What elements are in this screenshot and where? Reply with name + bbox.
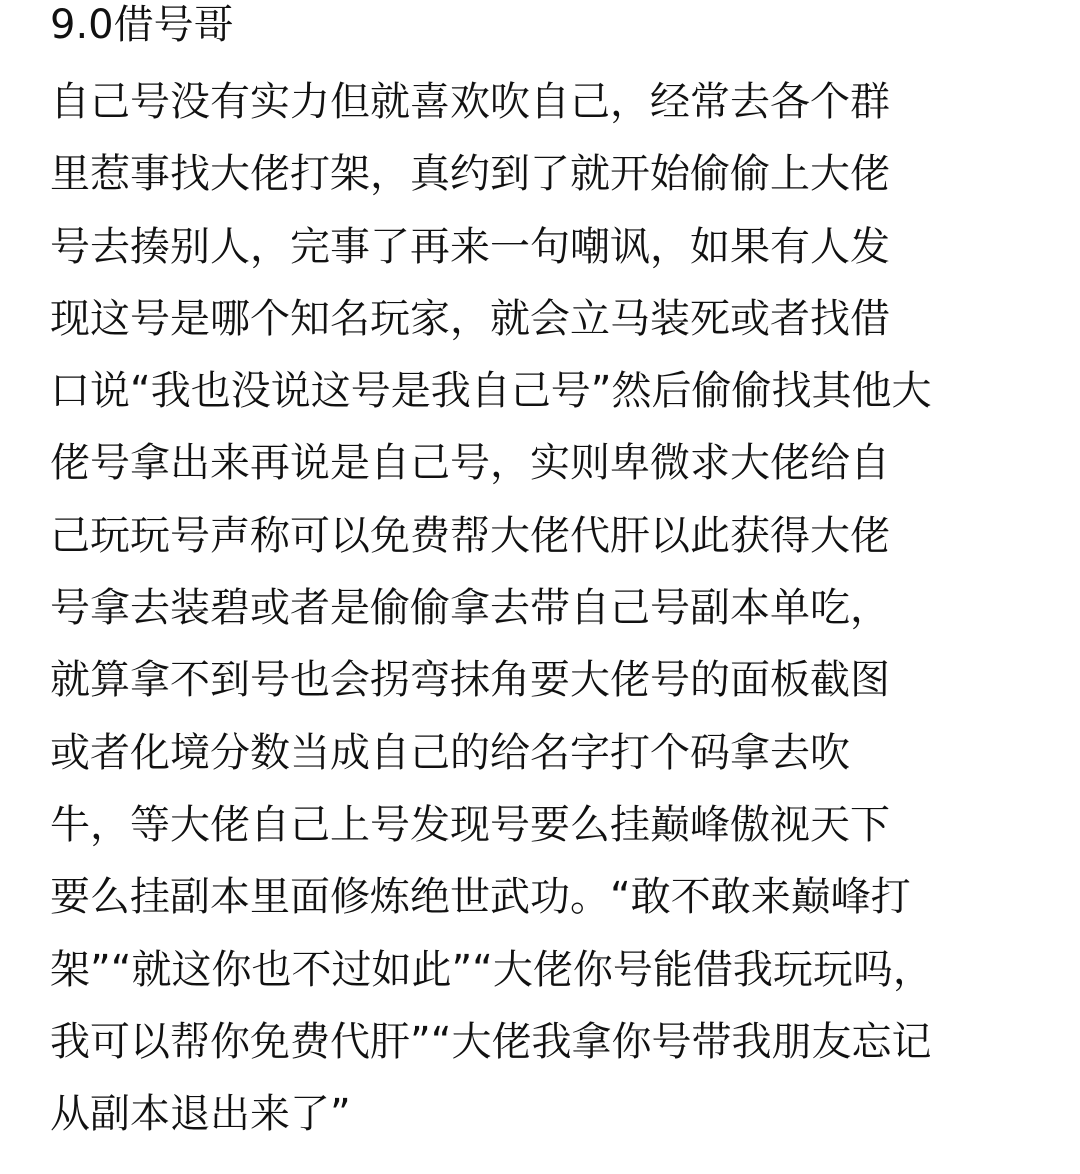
body-line: 要么挂副本里面修炼绝世武功。“敢不敢来巅峰打 — [50, 874, 911, 921]
body-line: 己玩玩号声称可以免费帮大佬代肝以此获得大佬 — [50, 512, 890, 559]
body-line: 里惹事找大佬打架，真约到了就开始偷偷上大佬 — [50, 151, 890, 198]
body-line: 架”“就这你也不过如此”“大佬你号能借我玩玩吗， — [50, 946, 933, 993]
body-line: 现这号是哪个知名玩家，就会立马装死或者找借 — [50, 295, 890, 342]
body-line: 我可以帮你免费代肝”“大佬我拿你号带我朋友忘记 — [50, 1018, 932, 1065]
body-line: 就算拿不到号也会拐弯抹角要大佬号的面板截图 — [50, 657, 890, 704]
body-line: 口说“我也没说这号是我自己号”然后偷偷找其他大 — [50, 368, 932, 415]
body-line: 号去揍别人，完事了再来一句嘲讽，如果有人发 — [50, 223, 890, 270]
body-line: 佬号拿出来再说是自己号，实则卑微求大佬给自 — [50, 440, 890, 487]
post-body — [50, 66, 1050, 1150]
body-line: 从副本退出来了” — [50, 1091, 351, 1138]
body-line: 号拿去装碧或者是偷偷拿去带自己号副本单吃， — [50, 585, 890, 632]
body-line: 或者化境分数当成自己的给名字打个码拿去吹 — [50, 729, 850, 776]
post-title: 9.0借号哥 — [50, 2, 234, 48]
body-line: 牛，等大佬自己上号发现号要么挂巅峰傲视天下 — [50, 801, 890, 848]
body-line: 自己号没有实力但就喜欢吹自己，经常去各个群 — [50, 79, 890, 125]
